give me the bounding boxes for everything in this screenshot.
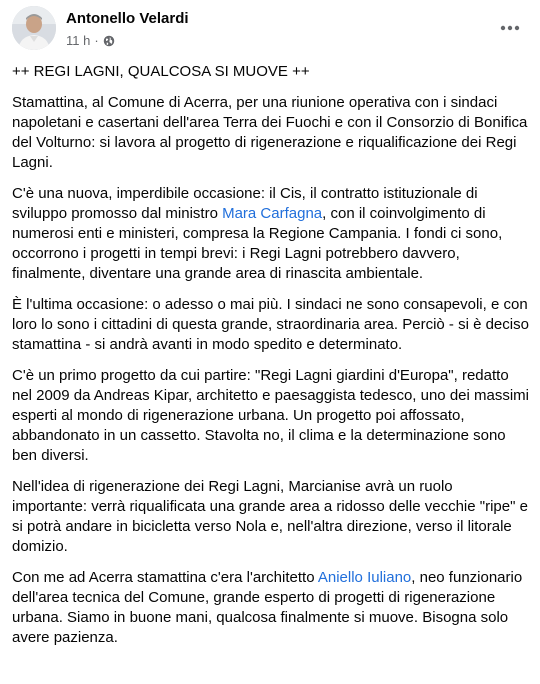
mention-link-mara-carfagna[interactable]: Mara Carfagna	[222, 205, 323, 222]
paragraph-1: Stamattina, al Comune di Acerra, per una riunione operativa con i sindaci napoletani e casertani dell'area Terra dei Fuochi e con il Consorzio di Bonifica del Volturno: si lavora al progetto di rigenerazione e riqualificazione dei Regi Lagni.	[12, 94, 528, 171]
paragraph-2	[12, 184, 530, 284]
meta-separator: ·	[94, 33, 99, 48]
post-header	[12, 6, 528, 56]
post-meta	[66, 33, 115, 48]
paragraph-5: Nell'idea di rigenerazione dei Regi Lagni, Marcianise avrà un ruolo importante: verrà riqualificata una grande area a ridosso delle vecchie "ripe" e si potrà andare in bicicletta verso Nola e, nell'altra direzione, verso il litorale domizio.	[12, 478, 528, 555]
paragraph-3: È l'ultima occasione: o adesso o mai più. I sindaci ne sono consapevoli, e con loro lo sono i cittadini di questa grande, straordinaria area. Perciò - si è deciso stamattina - si andrà avanti in modo spedito e determinato.	[12, 296, 529, 353]
post-time[interactable]: 11 h	[66, 33, 91, 48]
post-heading: ++ REGI LAGNI, QUALCOSA SI MUOVE ++	[12, 63, 310, 80]
paragraph-2-text-b: , con il coinvolgimento di numerosi enti e ministeri, compresa la Regione Campania. I fondi ci sono, occorrono i progetti in tempi brevi: i Regi Lagni potrebbero davvero, finalmente, diventare una grande area di rinascita ambientale.	[12, 205, 503, 282]
avatar-photo	[12, 6, 56, 50]
more-horizontal-icon	[500, 25, 520, 31]
mention-link-aniello-iuliano[interactable]: Aniello Iuliano	[317, 569, 412, 586]
paragraph-6-text-b: , neo funzionario dell'area tecnica del Comune, grande esperto di progetti di rigenerazione urbana. Siamo in buone mani, qualcosa finalmente si muove. Bisogna solo avere pazienza.	[12, 569, 523, 646]
globe-icon	[103, 35, 115, 47]
paragraph-2-text-a: C'è una nuova, imperdibile occasione: il Cis, il contratto istituzionale di sviluppo promosso dal ministro	[12, 185, 478, 222]
paragraph-6	[12, 568, 530, 648]
paragraph-4: C'è un primo progetto da cui partire: "Regi Lagni giardini d'Europa", redatto nel 2009 da Andreas Kipar, architetto e paesaggista tedesco, uno dei massimi esperti al mondo di rigenerazione urbana. Un progetto poi affossato, abbandonato in un cassetto. Stavolta no, il clima e la determinazione sono ben diversi.	[12, 367, 529, 464]
post-body	[12, 62, 530, 659]
author-name[interactable]: Antonello Velardi	[66, 10, 189, 27]
more-options-button[interactable]	[492, 10, 528, 46]
avatar[interactable]	[12, 6, 56, 50]
paragraph-6-text-a: Con me ad Acerra stamattina c'era l'architetto	[12, 569, 318, 586]
